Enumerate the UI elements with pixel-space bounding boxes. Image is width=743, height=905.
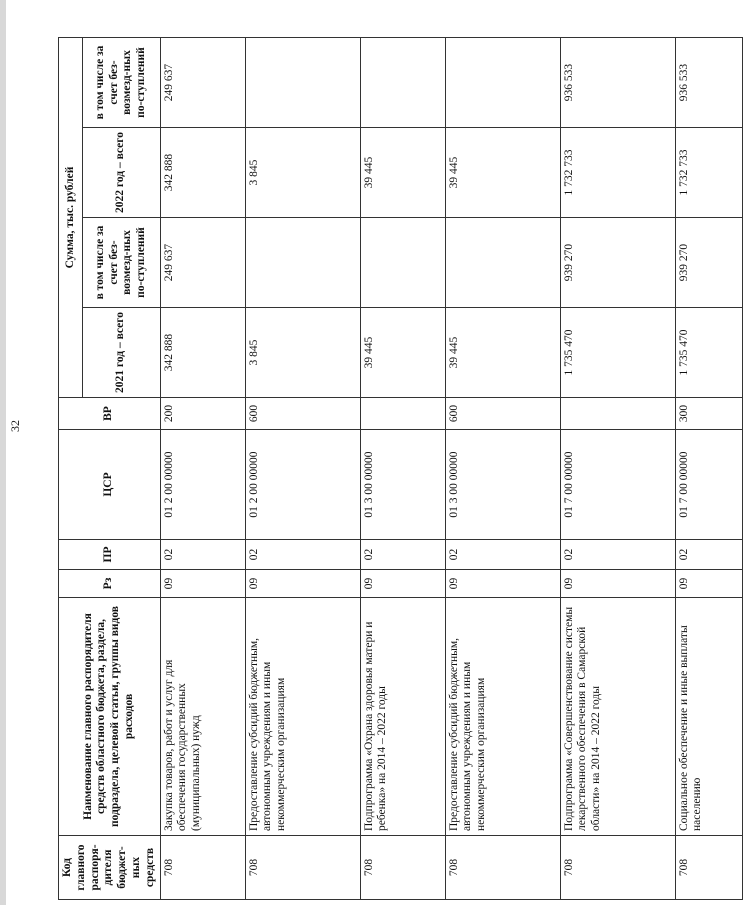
cell-code: 708 [245,836,360,900]
cell-rz: 09 [445,570,560,598]
cell-csr: 01 3 00 00000 [445,430,560,540]
cell-incl-2021: 939 270 [560,218,675,308]
cell-incl-2022: 936 533 [675,38,742,128]
cell-rz: 09 [560,570,675,598]
cell-total-2022: 342 888 [160,128,245,218]
cell-code: 708 [560,836,675,900]
header-pr: ПР [59,540,161,570]
table-row [160,38,245,900]
cell-pr: 02 [445,540,560,570]
cell-total-2021: 39 445 [445,308,560,398]
cell-code: 708 [445,836,560,900]
cell-pr: 02 [675,540,742,570]
header-rz: Рз [59,570,161,598]
cell-code: 708 [360,836,445,900]
cell-total-2021: 39 445 [360,308,445,398]
cell-csr: 01 7 00 00000 [675,430,742,540]
cell-name: Подпрограмма «Охрана здоровья матери и ребенка» на 2014 – 2022 годы [360,598,445,836]
cell-vr: 600 [245,398,360,430]
cell-pr: 02 [245,540,360,570]
header-total-2022: 2022 год – всего [83,128,160,218]
cell-csr: 01 2 00 00000 [245,430,360,540]
cell-incl-2022: 936 533 [560,38,675,128]
cell-total-2022: 3 845 [245,128,360,218]
cell-incl-2021 [445,218,560,308]
cell-total-2021: 342 888 [160,308,245,398]
table-row [445,38,560,900]
cell-total-2022: 1 732 733 [560,128,675,218]
cell-vr [360,398,445,430]
table-row [245,38,360,900]
cell-rz: 09 [160,570,245,598]
scan-edge [0,0,6,905]
cell-total-2022: 39 445 [360,128,445,218]
header-vr: ВР [59,398,161,430]
cell-name: Подпрограмма «Совершенствование системы лекарственного обеспечения в Самарской области» на 2014 – 2022 годы [560,598,675,836]
table-row [675,38,742,900]
cell-name: Социальное обеспечение и иные выплаты населению [675,598,742,836]
header-csr: ЦСР [59,430,161,540]
cell-rz: 09 [245,570,360,598]
cell-code: 708 [160,836,245,900]
table-header [59,38,161,900]
cell-vr: 200 [160,398,245,430]
header-incl-2022: в том числе за счет без-возмезд-ных по-ступлений [83,38,160,128]
cell-incl-2022 [360,38,445,128]
budget-table [58,37,743,900]
cell-csr: 01 2 00 00000 [160,430,245,540]
cell-vr: 300 [675,398,742,430]
header-incl-2021: в том числе за счет без-возмезд-ных по-ступлений [83,218,160,308]
cell-incl-2022 [445,38,560,128]
cell-total-2021: 3 845 [245,308,360,398]
cell-incl-2021 [245,218,360,308]
table-body [160,38,742,900]
cell-rz: 09 [360,570,445,598]
rotated-page [58,30,704,900]
cell-code: 708 [675,836,742,900]
table-row [360,38,445,900]
cell-csr: 01 3 00 00000 [360,430,445,540]
header-total-2021: 2021 год – всего [83,308,160,398]
cell-incl-2021: 939 270 [675,218,742,308]
header-code: Код главного распоря-дителя бюджет-ных средств [59,836,161,900]
cell-pr: 02 [560,540,675,570]
cell-vr [560,398,675,430]
cell-pr: 02 [160,540,245,570]
cell-incl-2022: 249 637 [160,38,245,128]
cell-name: Предоставление субсидий бюджетным, автономным учреждениям и иным некоммерческим организациям [245,598,360,836]
cell-total-2021: 1 735 470 [560,308,675,398]
cell-rz: 09 [675,570,742,598]
header-name: Наименование главного распорядителя средств областного бюджета, раздела, подраздела, целевой статьи, группы видов расходов [59,598,161,836]
cell-pr: 02 [360,540,445,570]
cell-total-2022: 1 732 733 [675,128,742,218]
cell-incl-2021: 249 637 [160,218,245,308]
cell-name: Предоставление субсидий бюджетным, автономным учреждениям и иным некоммерческим организациям [445,598,560,836]
cell-name: Закупка товаров, работ и услуг для обеспечения государственных (муниципальных) нужд [160,598,245,836]
cell-incl-2021 [360,218,445,308]
page-number: 32 [8,420,22,432]
cell-total-2021: 1 735 470 [675,308,742,398]
cell-total-2022: 39 445 [445,128,560,218]
cell-vr: 600 [445,398,560,430]
header-sum-group: Сумма, тыс. рублей [59,38,83,398]
cell-csr: 01 7 00 00000 [560,430,675,540]
cell-incl-2022 [245,38,360,128]
table-row [560,38,675,900]
